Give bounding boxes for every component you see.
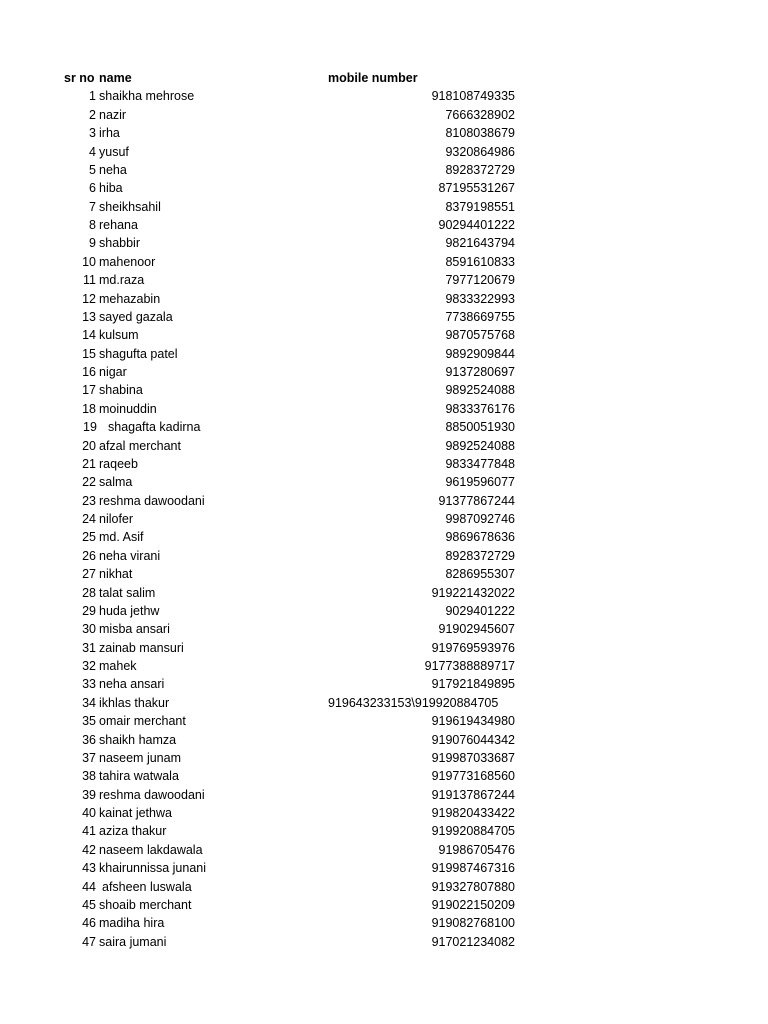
cell-srno: 9 <box>89 236 96 251</box>
cell-mobile: 919022150209 <box>431 897 515 912</box>
cell-name: shagufta patel <box>99 346 178 361</box>
cell-mobile: 91986705476 <box>438 842 515 857</box>
cell-srno: 6 <box>89 181 96 196</box>
cell-srno: 34 <box>82 695 96 710</box>
cell-srno: 40 <box>82 806 96 820</box>
table-row <box>0 510 768 528</box>
cell-srno: 10 <box>82 254 96 269</box>
cell-mobile: 9177388889717 <box>424 659 515 673</box>
table-row <box>0 547 768 565</box>
cell-srno: 47 <box>82 934 96 949</box>
table-row <box>0 675 768 693</box>
cell-name: mahenoor <box>99 254 156 269</box>
cell-name: nilofer <box>99 512 134 526</box>
table-row <box>0 749 768 767</box>
cell-name: irha <box>99 126 120 141</box>
table-row <box>0 179 768 197</box>
cell-mobile: 7738669755 <box>445 309 515 324</box>
cell-name: kainat jethwa <box>99 806 172 820</box>
cell-name: shabbir <box>99 236 140 251</box>
table-row <box>0 584 768 602</box>
table-row <box>0 473 768 491</box>
cell-srno: 5 <box>89 162 96 177</box>
cell-name: raqeeb <box>99 456 138 471</box>
cell-name: mehazabin <box>99 291 161 306</box>
cell-srno: 43 <box>82 861 96 876</box>
cell-srno: 45 <box>82 897 96 912</box>
cell-name: misba ansari <box>99 622 170 637</box>
table-row <box>0 620 768 638</box>
cell-name: salma <box>99 475 133 490</box>
cell-srno: 38 <box>82 769 96 784</box>
cell-name: afsheen luswala <box>102 879 192 894</box>
table-row <box>0 822 768 840</box>
table-row <box>0 639 768 657</box>
table-row <box>0 455 768 473</box>
cell-srno: 23 <box>82 493 96 508</box>
cell-mobile: 8379198551 <box>445 199 515 214</box>
cell-mobile: 919987467316 <box>431 861 515 876</box>
cell-name: khairunnissa junani <box>99 861 207 876</box>
cell-srno: 15 <box>82 346 96 361</box>
cell-srno: 4 <box>89 144 96 159</box>
cell-srno: 30 <box>82 622 96 637</box>
cell-name: naseem junam <box>99 750 181 765</box>
table-row <box>0 87 768 105</box>
cell-mobile: 9892909844 <box>445 346 515 361</box>
cell-mobile: 9869678636 <box>445 530 515 545</box>
cell-srno: 1 <box>89 89 96 104</box>
cell-mobile: 919327807880 <box>431 879 515 894</box>
table-row <box>0 914 768 932</box>
cell-srno: 24 <box>82 512 96 526</box>
cell-mobile: 918108749335 <box>431 89 515 104</box>
table-row <box>0 841 768 859</box>
cell-mobile: 919773168560 <box>431 769 515 784</box>
cell-srno: 29 <box>82 603 96 618</box>
cell-mobile: 90294401222 <box>438 218 515 232</box>
table-header-row <box>0 69 768 87</box>
cell-name: rehana <box>99 218 138 232</box>
cell-srno: 42 <box>82 842 96 857</box>
cell-srno: 20 <box>82 438 96 453</box>
table-row <box>0 694 768 712</box>
cell-srno: 25 <box>82 530 96 545</box>
table-row <box>0 933 768 951</box>
cell-name: shaikh hamza <box>99 732 177 747</box>
table-row <box>0 253 768 271</box>
table-row <box>0 657 768 675</box>
cell-mobile: 9987092746 <box>445 512 515 526</box>
cell-mobile: 919769593976 <box>431 640 515 655</box>
cell-name: nigar <box>99 365 127 379</box>
cell-srno: 16 <box>82 365 96 379</box>
cell-name: shabina <box>99 383 143 398</box>
cell-name: omair merchant <box>99 714 186 729</box>
cell-mobile: 919820433422 <box>431 806 515 820</box>
table-row <box>0 124 768 142</box>
table-row <box>0 216 768 234</box>
cell-mobile: 917021234082 <box>431 934 515 949</box>
cell-mobile: 8286955307 <box>445 567 515 582</box>
cell-srno: 32 <box>82 659 96 673</box>
cell-srno: 11 <box>83 273 96 288</box>
table-row <box>0 271 768 289</box>
cell-name: shaikha mehrose <box>99 89 195 104</box>
table-body <box>0 87 768 951</box>
cell-srno: 27 <box>82 567 96 582</box>
cell-name: reshma dawoodani <box>99 493 205 508</box>
cell-name: madiha hira <box>99 916 165 931</box>
cell-mobile: 91902945607 <box>438 622 515 637</box>
cell-mobile: 9320864986 <box>445 144 515 159</box>
cell-srno: 3 <box>89 126 96 141</box>
cell-mobile: 8108038679 <box>445 126 515 141</box>
cell-mobile: 8928372729 <box>445 162 515 177</box>
cell-mobile: 7977120679 <box>445 273 515 288</box>
cell-name: nikhat <box>99 567 133 582</box>
cell-srno: 37 <box>82 750 96 765</box>
cell-name: talat salim <box>99 585 156 600</box>
cell-srno: 46 <box>82 916 96 931</box>
cell-mobile: 87195531267 <box>438 181 515 196</box>
table-row <box>0 161 768 179</box>
table-row <box>0 786 768 804</box>
cell-mobile: 8928372729 <box>445 548 515 563</box>
cell-mobile: 919987033687 <box>431 750 515 765</box>
cell-srno: 19 <box>83 420 97 435</box>
contact-table <box>0 69 768 951</box>
table-row <box>0 381 768 399</box>
table-row <box>0 896 768 914</box>
cell-srno: 13 <box>82 309 96 324</box>
cell-srno: 8 <box>89 218 96 232</box>
table-row <box>0 437 768 455</box>
cell-name: shagafta kadirna <box>108 420 201 435</box>
cell-mobile: 919076044342 <box>431 732 515 747</box>
cell-name: sheikhsahil <box>99 199 161 214</box>
cell-mobile: 919137867244 <box>431 787 515 802</box>
cell-mobile: 9029401222 <box>445 603 515 618</box>
cell-srno: 41 <box>82 824 96 839</box>
cell-srno: 31 <box>82 640 96 655</box>
cell-mobile: 9833322993 <box>445 291 515 306</box>
cell-srno: 7 <box>89 199 96 214</box>
cell-name: zainab mansuri <box>99 640 184 655</box>
cell-name: huda jethw <box>99 603 160 618</box>
cell-name: md. Asif <box>99 530 144 545</box>
cell-name: ikhlas thakur <box>99 695 170 710</box>
table-row <box>0 106 768 124</box>
cell-mobile: 7666328902 <box>445 107 515 122</box>
cell-srno: 12 <box>82 291 96 306</box>
cell-srno: 26 <box>82 548 96 563</box>
cell-mobile: 9619596077 <box>445 475 515 490</box>
cell-srno: 14 <box>82 328 96 343</box>
cell-name: moinuddin <box>99 401 157 416</box>
cell-name: yusuf <box>99 144 129 159</box>
cell-name: neha virani <box>99 548 161 563</box>
cell-name: afzal merchant <box>99 438 181 453</box>
cell-name: hiba <box>99 181 123 196</box>
cell-name: kulsum <box>99 328 139 343</box>
column-header-name: name <box>99 71 132 85</box>
cell-srno: 28 <box>82 585 96 600</box>
cell-name: neha ansari <box>99 677 165 692</box>
table-row <box>0 234 768 252</box>
table-row <box>0 363 768 381</box>
cell-srno: 33 <box>82 677 96 692</box>
cell-mobile: 8850051930 <box>445 420 515 435</box>
cell-srno: 36 <box>82 732 96 747</box>
cell-name: shoaib merchant <box>99 897 192 912</box>
cell-name: reshma dawoodani <box>99 787 205 802</box>
table-row <box>0 326 768 344</box>
cell-name: saira jumani <box>99 934 167 949</box>
cell-name: sayed gazala <box>99 309 173 324</box>
table-row <box>0 198 768 216</box>
cell-name: md.raza <box>99 273 145 288</box>
table-row <box>0 712 768 730</box>
cell-mobile: 9892524088 <box>445 383 515 398</box>
cell-srno: 18 <box>82 401 96 416</box>
table-row <box>0 345 768 363</box>
cell-srno: 2 <box>89 107 96 122</box>
table-row <box>0 400 768 418</box>
table-row <box>0 492 768 510</box>
cell-mobile: 9892524088 <box>445 438 515 453</box>
cell-mobile: 919920884705 <box>431 824 515 839</box>
table-row <box>0 859 768 877</box>
cell-mobile: 9821643794 <box>445 236 515 251</box>
cell-mobile: 917921849895 <box>431 677 515 692</box>
column-header-srno: sr no <box>64 71 95 85</box>
table-row <box>0 878 768 896</box>
table-row <box>0 308 768 326</box>
cell-name: nazir <box>99 107 127 122</box>
table-row <box>0 731 768 749</box>
cell-mobile: 919643233153\919920884705 <box>328 695 499 710</box>
cell-name: neha <box>99 162 127 177</box>
cell-srno: 22 <box>82 475 96 490</box>
cell-srno: 44 <box>82 879 96 894</box>
cell-srno: 35 <box>82 714 96 729</box>
cell-mobile: 9833477848 <box>445 456 515 471</box>
column-header-mobile: mobile number <box>328 71 418 85</box>
cell-mobile: 919082768100 <box>431 916 515 931</box>
cell-name: aziza thakur <box>99 824 167 839</box>
cell-mobile: 91377867244 <box>438 493 515 508</box>
table-row <box>0 143 768 161</box>
cell-mobile: 9833376176 <box>445 401 515 416</box>
cell-mobile: 8591610833 <box>445 254 515 269</box>
cell-mobile: 919619434980 <box>431 714 515 729</box>
table-row <box>0 528 768 546</box>
table-row <box>0 290 768 308</box>
table-row <box>0 767 768 785</box>
table-row <box>0 804 768 822</box>
table-row <box>0 602 768 620</box>
cell-srno: 21 <box>82 456 96 471</box>
cell-name: mahek <box>99 659 137 673</box>
cell-mobile: 9137280697 <box>445 365 515 379</box>
cell-mobile: 919221432022 <box>431 585 515 600</box>
cell-srno: 17 <box>82 383 96 398</box>
cell-srno: 39 <box>82 787 96 802</box>
cell-mobile: 9870575768 <box>445 328 515 343</box>
cell-name: tahira watwala <box>99 769 179 784</box>
table-row <box>0 418 768 436</box>
table-row <box>0 565 768 583</box>
cell-name: naseem lakdawala <box>99 842 203 857</box>
